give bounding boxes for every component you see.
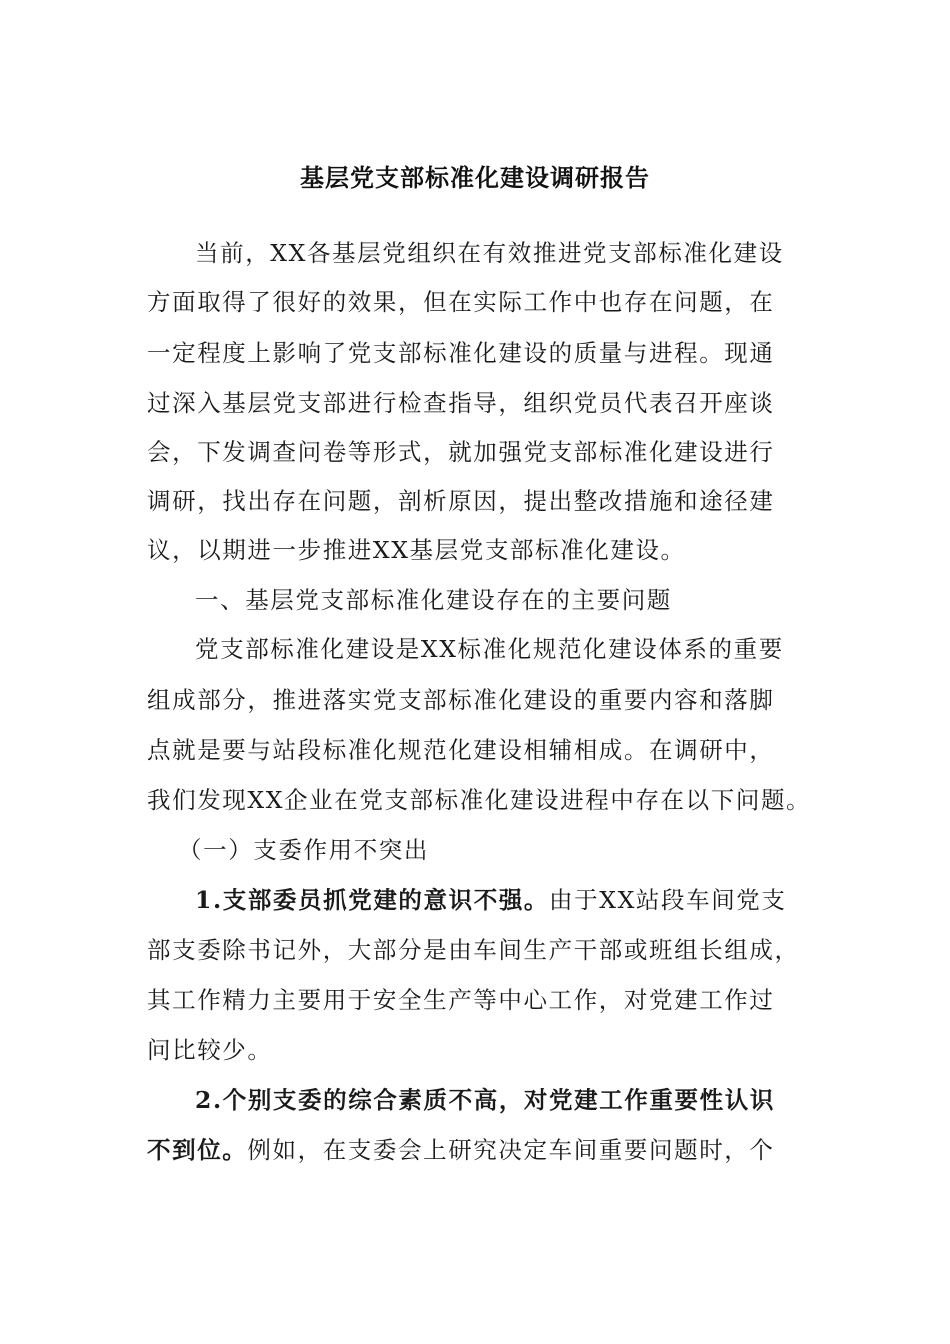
section1-line-4: 我们发现XX企业在党支部标准化建设进程中存在以下问题。 [147,786,812,814]
point2-line-2 [147,1135,775,1165]
document-title: 基层党支部标准化建设调研报告 [300,163,650,192]
point1-rest: 由于XX站段车间党支 [549,886,787,914]
section1-line-3: 点就是要与站段标准化规范化建设相辅相成。在调研中， [147,736,775,764]
point2-bold-title-1: 2.个别支委的综合素质不高，对党建工作重要性认识 [195,1086,775,1114]
point2-line-1 [195,1085,775,1115]
point2-bold-title-2: 不到位。 [147,1136,248,1164]
section1-heading: 一、基层党支部标准化建设存在的主要问题 [195,586,672,614]
point1-line-1 [195,885,787,915]
point1-bold-title: 1.支部委员抓党建的意识不强。 [195,886,550,914]
subsection1-heading: （一）支委作用不突出 [178,836,429,864]
section1-line-1: 党支部标准化建设是XX标准化规范化建设体系的重要 [195,635,784,663]
section1-line-2: 组成部分，推进落实党支部标准化建设的重要内容和落脚 [147,686,775,714]
intro-line-2: 方面取得了很好的效果，但在实际工作中也存在问题，在 [147,288,775,316]
intro-line-6: 调研，找出存在问题，剖析原因，提出整改措施和途径建 [147,487,775,515]
point1-line-4: 问比较少。 [147,1036,273,1064]
point1-line-3: 其工作精力主要用于安全生产等中心工作，对党建工作过 [147,986,775,1014]
intro-line-1: 当前，XX各基层党组织在有效推进党支部标准化建设 [195,239,784,267]
intro-line-5: 会，下发调查问卷等形式，就加强党支部标准化建设进行 [147,438,775,466]
intro-line-4: 过深入基层党支部进行检查指导，组织党员代表召开座谈 [147,389,775,417]
point1-line-2: 部支委除书记外，大部分是由车间生产干部或班组长组成， [147,936,800,964]
point2-rest: 例如，在支委会上研究决定车间重要问题时，个 [247,1136,775,1164]
intro-line-7: 议，以期进一步推进XX基层党支部标准化建设。 [147,536,686,564]
intro-line-3: 一定程度上影响了党支部标准化建设的质量与进程。现通 [147,339,775,367]
